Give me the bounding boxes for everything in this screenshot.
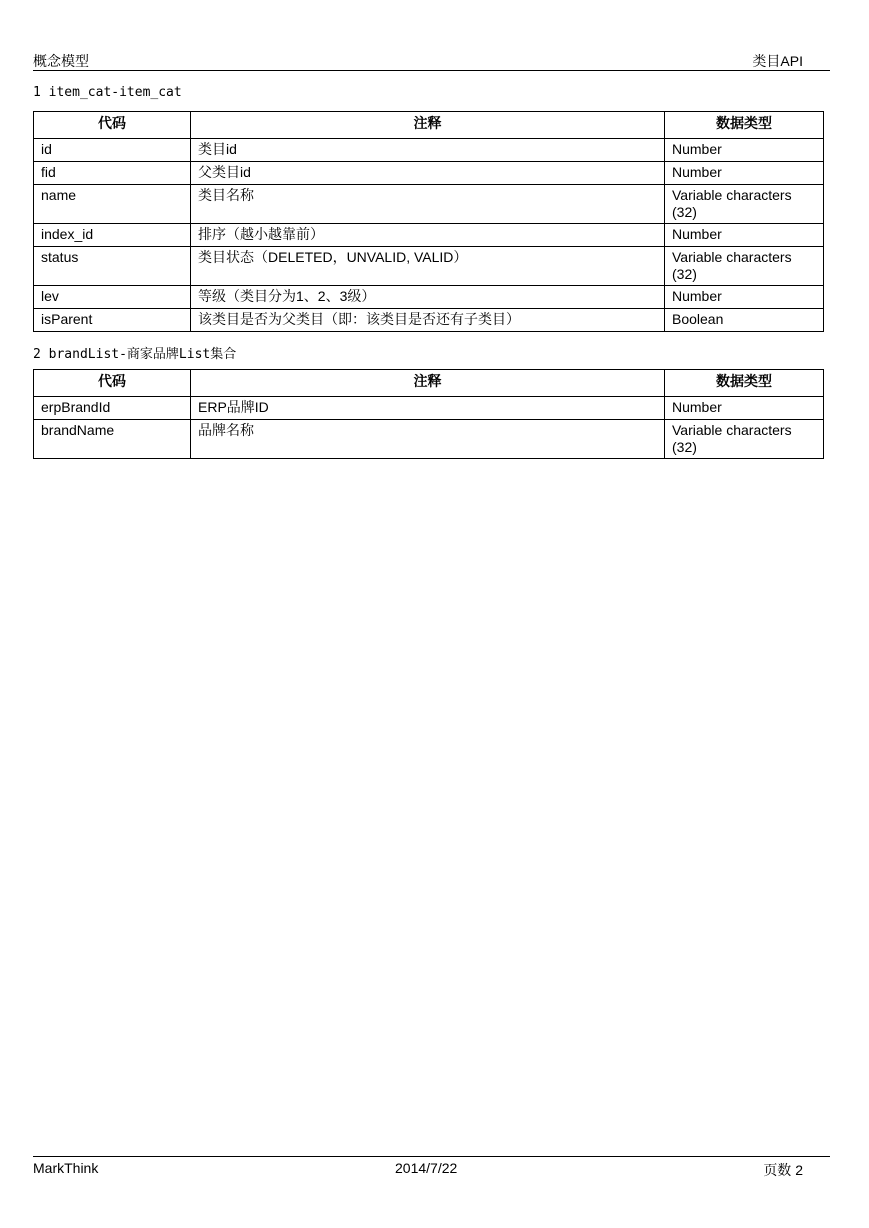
column-header-code: 代码	[34, 370, 191, 397]
footer-date: 2014/7/22	[395, 1160, 458, 1176]
cell-code: id	[34, 139, 191, 162]
table-row	[34, 309, 824, 332]
item-cat-table	[33, 111, 824, 332]
section-title-brand-list: 2 brandList-商家品牌List集合	[33, 347, 237, 362]
footer-page-number: 页数 2	[763, 1162, 803, 1178]
cell-comment: 类目id	[191, 139, 665, 162]
cell-datatype: Variable characters (32)	[665, 185, 824, 224]
page-header	[33, 50, 830, 71]
column-header-code: 代码	[34, 112, 191, 139]
table-row	[34, 397, 824, 420]
table-header-row	[34, 370, 824, 397]
cell-datatype: Variable characters (32)	[665, 420, 824, 459]
cell-comment: ERP品牌ID	[191, 397, 665, 420]
column-header-comment: 注释	[191, 370, 665, 397]
cell-comment: 该类目是否为父类目（即：该类目是否还有子类目）	[191, 309, 665, 332]
cell-comment: 类目状态（DELETED，UNVALID, VALID）	[191, 247, 665, 286]
section-title-item-cat: 1 item_cat-item_cat	[33, 85, 182, 100]
cell-comment: 父类目id	[191, 162, 665, 185]
column-header-datatype: 数据类型	[665, 370, 824, 397]
table-row	[34, 139, 824, 162]
cell-code: lev	[34, 286, 191, 309]
table-row	[34, 185, 824, 224]
cell-datatype: Number	[665, 224, 824, 247]
cell-comment: 品牌名称	[191, 420, 665, 459]
cell-code: status	[34, 247, 191, 286]
table-row	[34, 224, 824, 247]
cell-datatype: Number	[665, 397, 824, 420]
column-header-datatype: 数据类型	[665, 112, 824, 139]
cell-code: index_id	[34, 224, 191, 247]
cell-code: erpBrandId	[34, 397, 191, 420]
cell-comment: 排序（越小越靠前）	[191, 224, 665, 247]
brand-list-table	[33, 369, 824, 459]
table-row	[34, 162, 824, 185]
page-footer	[33, 1156, 830, 1179]
table-row	[34, 286, 824, 309]
column-header-comment: 注释	[191, 112, 665, 139]
cell-datatype: Variable characters (32)	[665, 247, 824, 286]
table-row	[34, 247, 824, 286]
header-doc-title: 类目API	[752, 53, 803, 69]
cell-code: fid	[34, 162, 191, 185]
cell-datatype: Boolean	[665, 309, 824, 332]
cell-datatype: Number	[665, 139, 824, 162]
table-header-row	[34, 112, 824, 139]
footer-author: MarkThink	[33, 1160, 99, 1176]
cell-datatype: Number	[665, 162, 824, 185]
cell-comment: 类目名称	[191, 185, 665, 224]
cell-code: isParent	[34, 309, 191, 332]
cell-code: brandName	[34, 420, 191, 459]
cell-comment: 等级（类目分为1、2、3级）	[191, 286, 665, 309]
header-doc-type: 概念模型	[33, 53, 89, 69]
cell-datatype: Number	[665, 286, 824, 309]
table-row	[34, 420, 824, 459]
cell-code: name	[34, 185, 191, 224]
